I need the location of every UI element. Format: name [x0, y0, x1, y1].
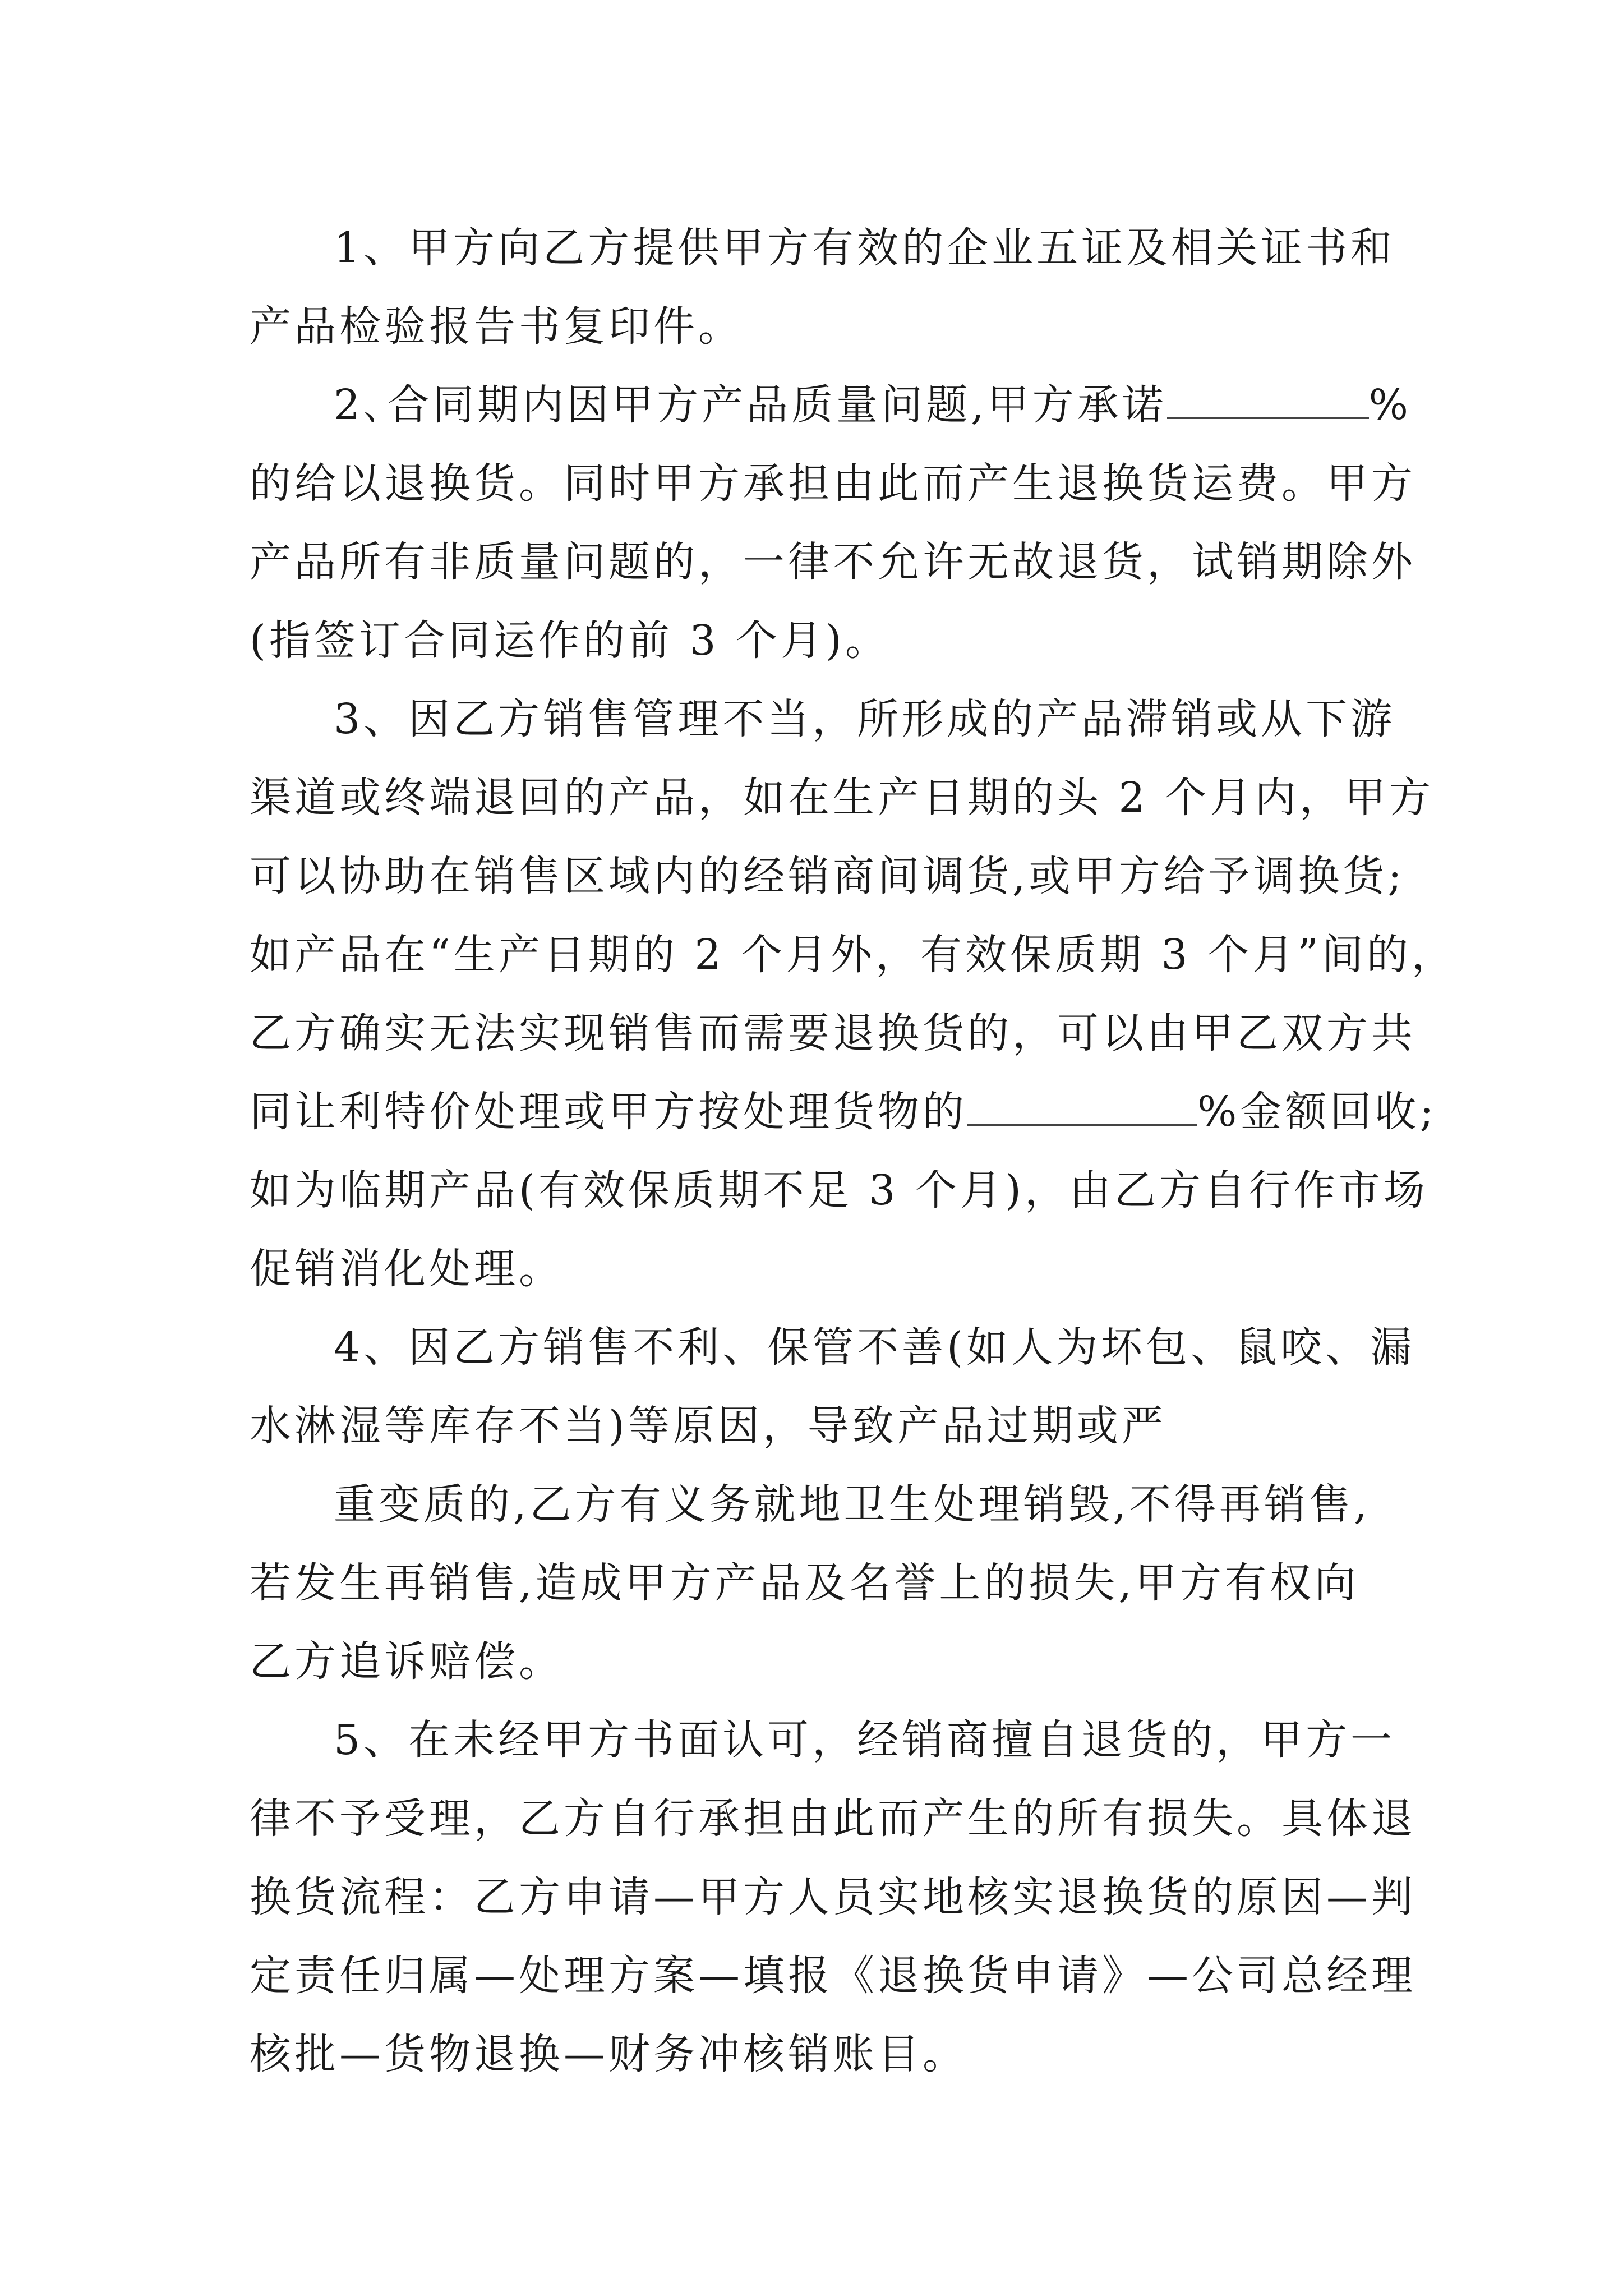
- text-line: [250, 1073, 1437, 1151]
- text-line: 产品所有非质量问题的，一律不允许无故退货，试销期除外: [250, 538, 1416, 586]
- text-line: 定责任归属—处理方案—填报《退换货申请》—公司总经理: [250, 1952, 1416, 2000]
- text-line: 乙方确实无法实现销售而需要退换货的，可以由甲乙双方共: [250, 1009, 1416, 1057]
- text-line: 渠道或终端退回的产品，如在生产日期的头 2 个月内，甲方: [250, 774, 1435, 822]
- text-line: 1、甲方向乙方提供甲方有效的企业五证及相关证书和: [334, 224, 1396, 272]
- clause-3: [250, 680, 1456, 1308]
- text-line: 4、因乙方销售不利、保管不善(如人为坏包、鼠咬、漏: [334, 1323, 1415, 1372]
- text-line: 核批—货物退换—财务冲核销账目。: [250, 2030, 967, 2078]
- text-line: 水淋湿等库存不当)等原因，导致产品过期或严: [250, 1402, 1166, 1450]
- text-segment: 同让利特价处理或甲方按处理货物的: [250, 1088, 967, 1136]
- text-line: 若发生再销售,造成甲方产品及名誉上的损失,甲方有权向: [250, 1559, 1360, 1607]
- fill-in-blank: [967, 1089, 1197, 1126]
- fill-in-blank: [1167, 383, 1369, 419]
- clause-4: [250, 1308, 1415, 1465]
- text-line: 如产品在“生产日期的 2 个月外，有效保质期 3 个月”间的，: [250, 931, 1456, 979]
- clause-5: [250, 1701, 1416, 2093]
- text-segment: 2､合同期内因甲方产品质量问题,甲方承诺: [334, 381, 1167, 429]
- clause-2: [250, 366, 1416, 680]
- document-body: [250, 209, 1456, 2093]
- clause-4-continuation: [250, 1465, 1382, 1701]
- text-line: 可以协助在销售区域内的经销商间调货,或甲方给予调换货;: [250, 852, 1405, 900]
- text-line: 促销消化处理。: [250, 1245, 564, 1293]
- clause-1: [250, 209, 1396, 366]
- text-line: 重变质的,乙方有义务就地卫生处理销毁,不得再销售,: [334, 1480, 1371, 1529]
- text-line: [250, 366, 1412, 444]
- text-line: 乙方追诉赔偿。: [250, 1637, 564, 1686]
- text-line: 3、因乙方销售管理不当，所形成的产品滞销或从下游: [334, 695, 1396, 743]
- text-line: 换货流程：乙方申请—甲方人员实地核实退换货的原因—判: [250, 1873, 1416, 1921]
- text-segment: %金额回收;: [1197, 1088, 1437, 1136]
- text-line: 5、在未经甲方书面认可，经销商擅自退货的，甲方一: [334, 1716, 1396, 1764]
- text-line: 如为临期产品(有效保质期不足 3 个月)，由乙方自行作市场: [250, 1166, 1428, 1214]
- text-segment: %: [1368, 381, 1412, 429]
- text-line: 产品检验报告书复印件。: [250, 302, 743, 351]
- text-line: 的给以退换货。同时甲方承担由此而产生退换货运费。甲方: [250, 459, 1416, 508]
- text-line: 律不予受理，乙方自行承担由此而产生的所有损失。具体退: [250, 1795, 1416, 1843]
- text-line: (指签订合同运作的前 3 个月)。: [250, 616, 890, 665]
